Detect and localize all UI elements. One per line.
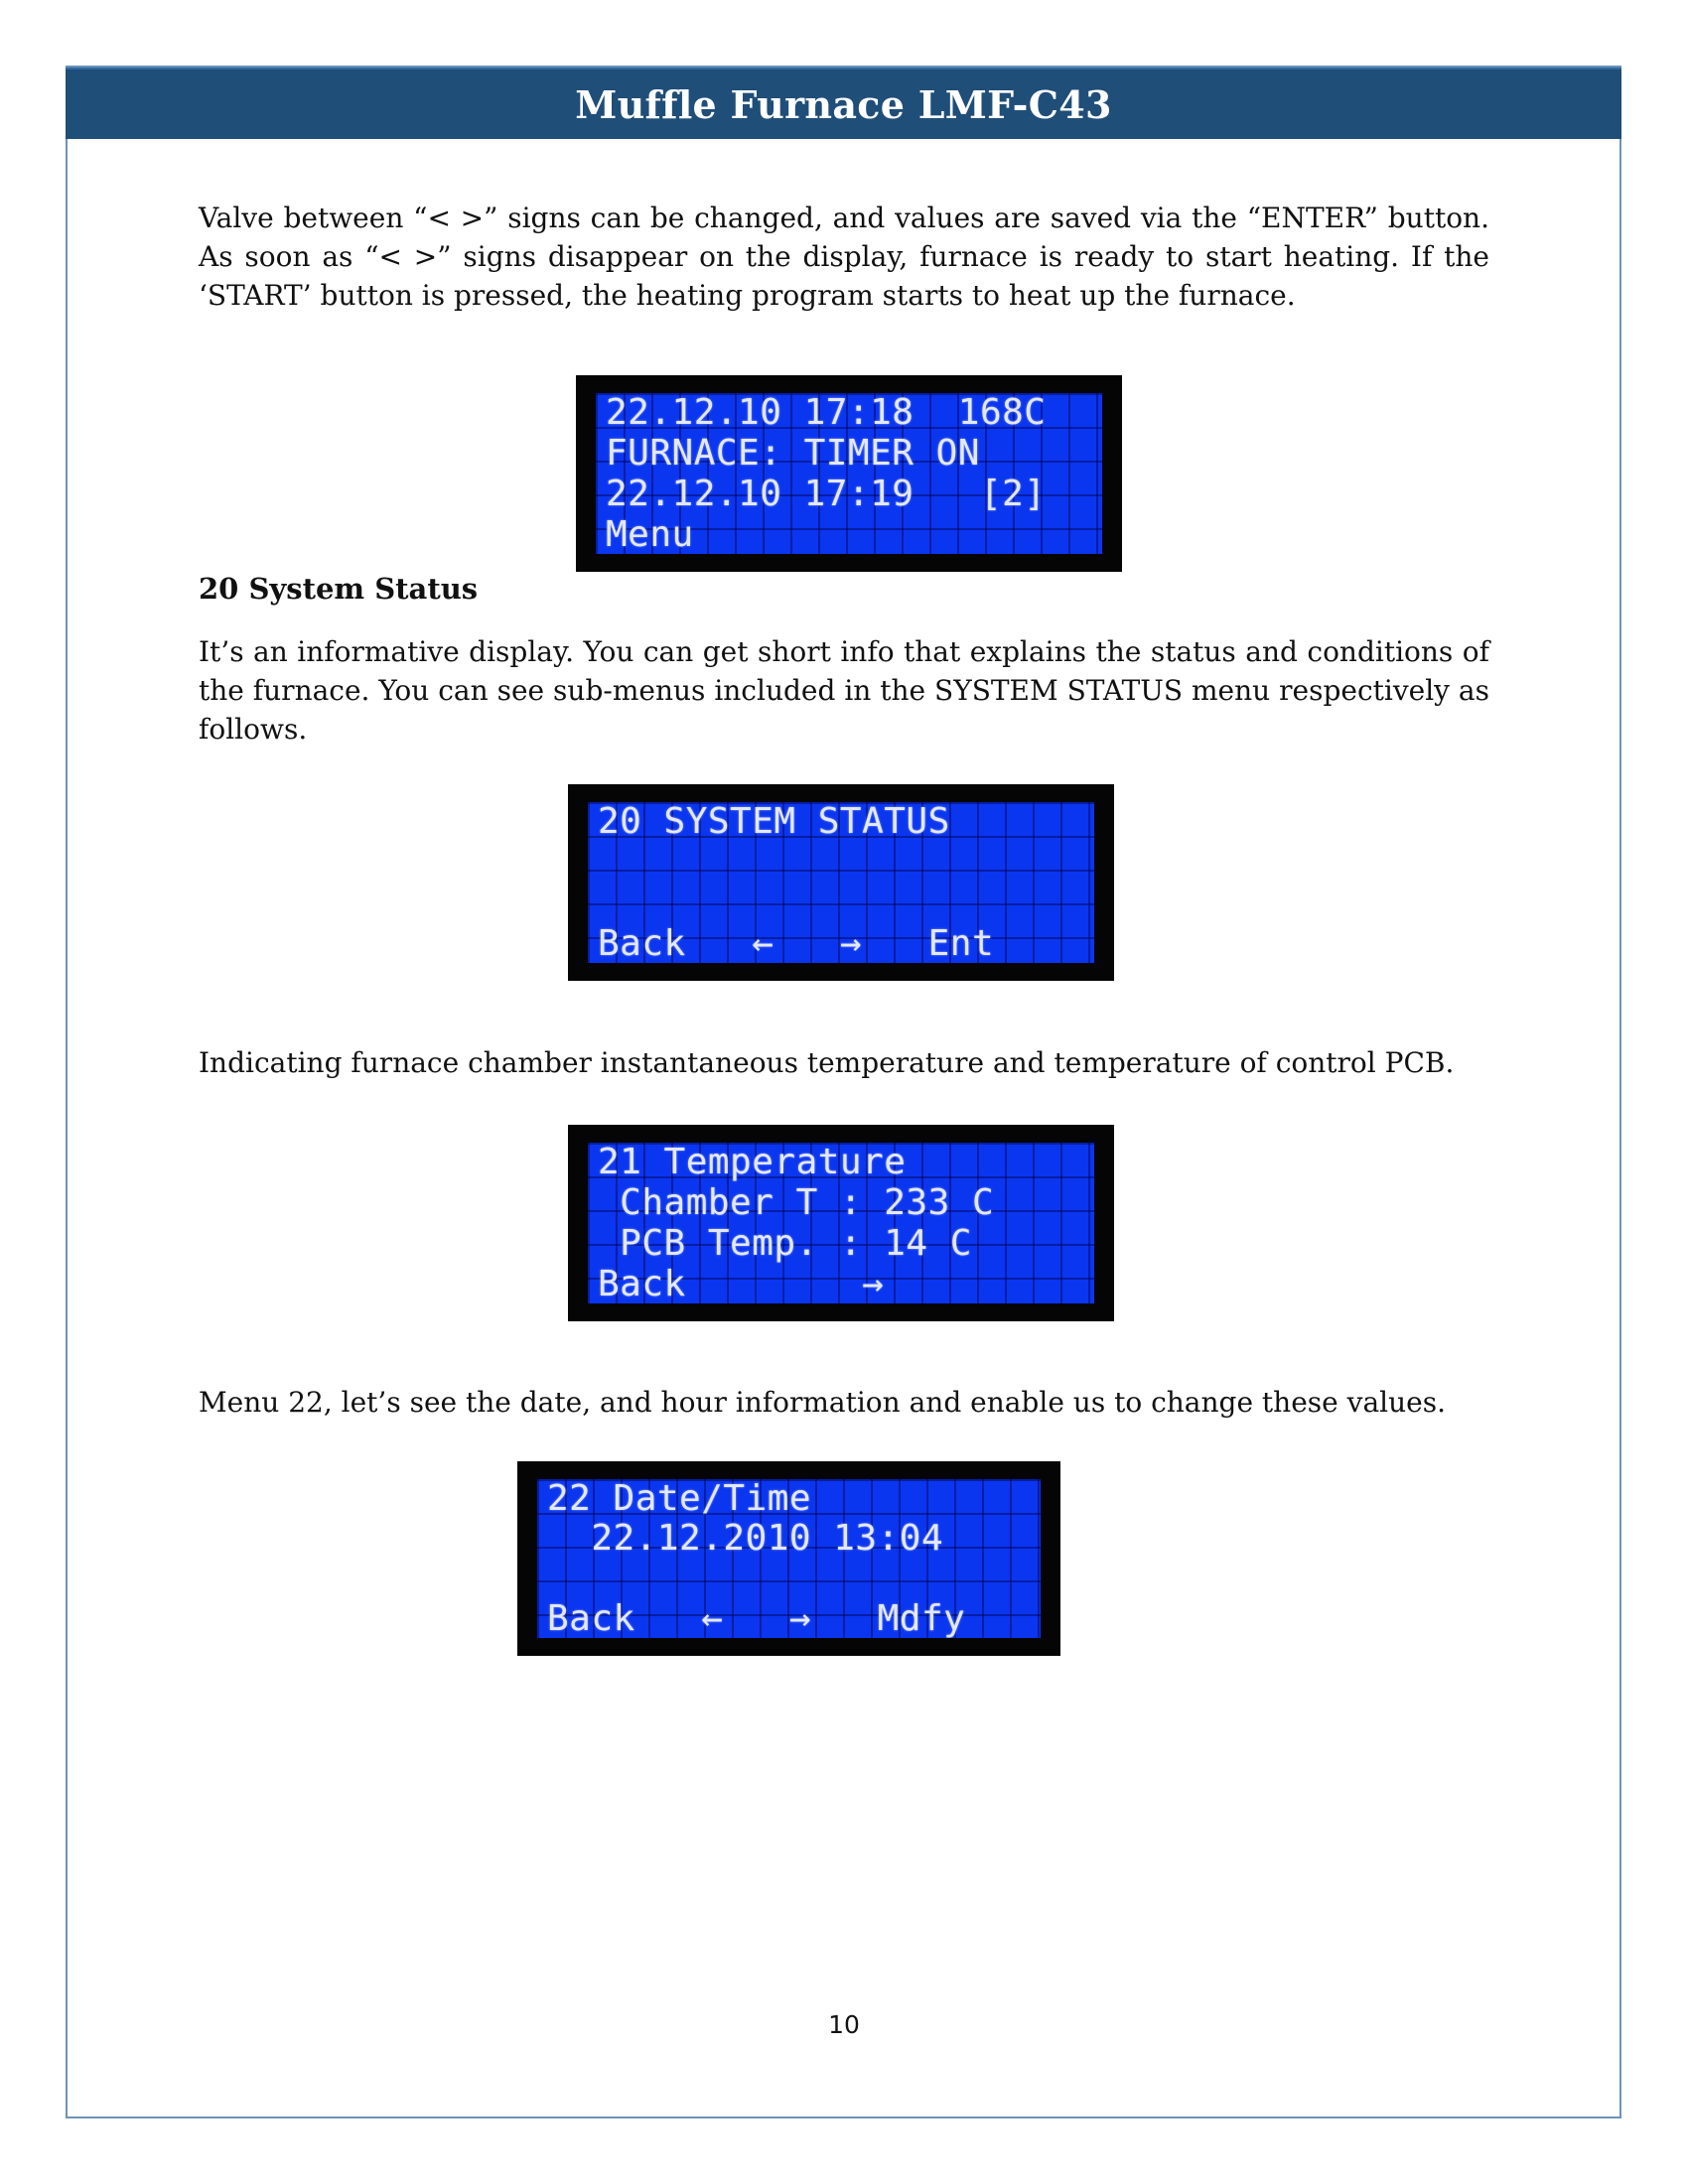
- lcd-screen: [596, 393, 1102, 554]
- status-paragraph: It’s an informative display. You can get short info that explains the status and conditions of the furnace. You can see sub-menus included in the SYSTEM STATUS menu respectively as follows.: [199, 635, 1489, 746]
- page-number: 10: [828, 2010, 860, 2039]
- lcd-line-2: Chamber T : 233 C: [598, 1182, 995, 1223]
- lcd-line-4: Back →: [598, 1264, 885, 1303]
- lcd-line-4: Back ← → Ent: [598, 923, 995, 963]
- lcd-line-3: [547, 1563, 1031, 1595]
- temperature-paragraph: Indicating furnace chamber instantaneous temperature and temperature of control PCB.: [199, 1046, 1455, 1079]
- lcd-line-1: 22.12.10 17:18 168C: [606, 393, 1047, 433]
- lcd-line-2: [598, 846, 1084, 879]
- lcd-screen: [588, 802, 1094, 963]
- section-heading: 20 System Status: [199, 572, 479, 606]
- lcd-screen: [588, 1143, 1094, 1303]
- lcd-line-4: Menu: [606, 514, 694, 554]
- lcd-timer-display: [576, 375, 1122, 572]
- lcd-line-3: [598, 887, 1084, 919]
- intro-paragraph: Valve between “< >” signs can be changed, and values are saved via the “ENTER” button. As soon as “< >” signs disappear on the display, furnace is ready to start heating. If the ‘START’ button is pressed, the heating program starts to heat up the furnace.: [199, 202, 1489, 312]
- lcd-line-2: 22.12.2010 13:04: [547, 1518, 944, 1560]
- lcd-line-4: Back ← → Mdfy: [547, 1597, 966, 1638]
- lcd-line-2: FURNACE: TIMER ON: [606, 433, 980, 474]
- lcd-line-1: 21 Temperature: [598, 1143, 907, 1182]
- lcd-line-1: 20 SYSTEM STATUS: [598, 802, 950, 842]
- lcd-line-1: 22 Date/Time: [547, 1479, 812, 1519]
- lcd-temperature-display: [568, 1125, 1114, 1321]
- page-border: [66, 66, 1621, 2118]
- page-header: [66, 68, 1621, 139]
- lcd-line-3: PCB Temp. : 14 C: [598, 1223, 972, 1264]
- lcd-system-status-display: [568, 784, 1114, 981]
- datetime-paragraph: Menu 22, let’s see the date, and hour information and enable us to change these values.: [199, 1386, 1446, 1419]
- lcd-screen: [537, 1479, 1041, 1638]
- lcd-datetime-display: [517, 1461, 1060, 1656]
- lcd-line-3: 22.12.10 17:19 [2]: [606, 474, 1047, 514]
- document-title: Muffle Furnace LMF-C43: [575, 81, 1112, 127]
